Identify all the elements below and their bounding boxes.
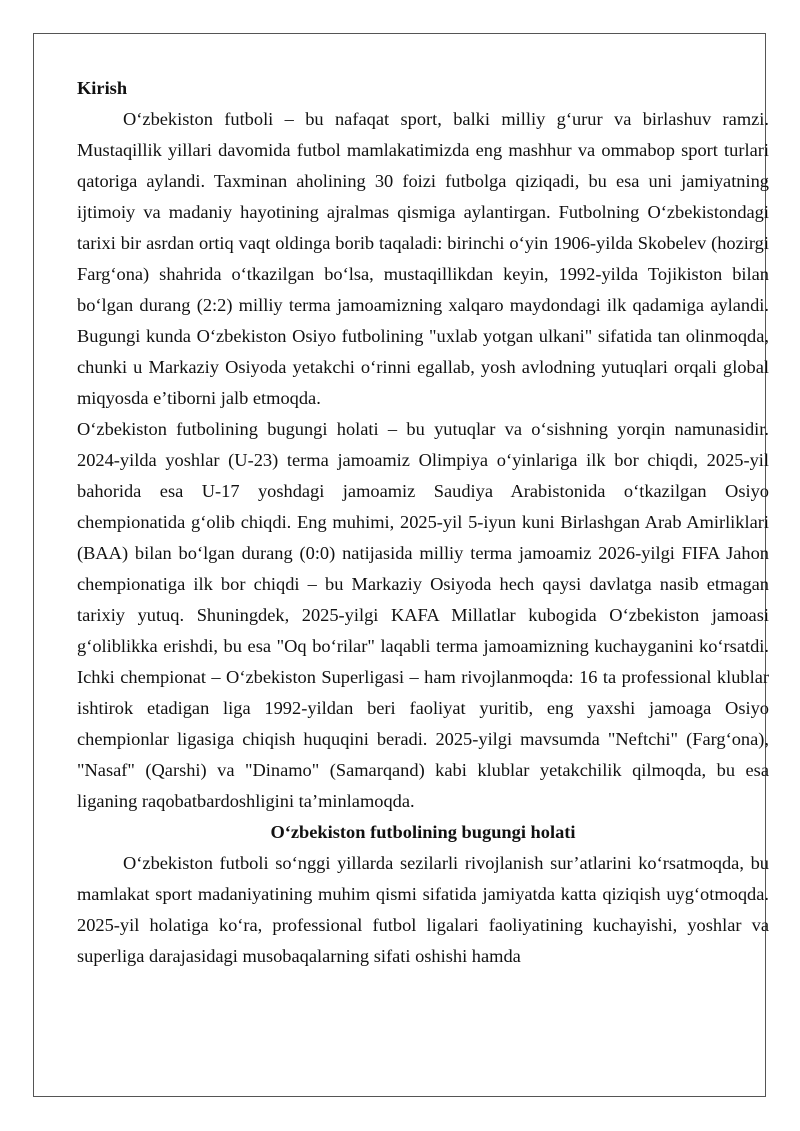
section-heading-kirish: Kirish	[77, 78, 128, 98]
paragraph-current-state: O‘zbekiston futbolining bugungi holati – bu yutuqlar va o‘sishning yorqin namunasidir. 2024-yilda yoshlar (U-23) terma jamoamiz Olimpiya o‘yinlariga ilk bor chiqdi, 2025-yil bahorida esa U-17 yoshdagi jamoamiz Saudiya Arabistonida o‘tkazilgan Osiyo chempionatida g‘olib chiqdi. Eng muhimi, 2025-yil 5-iyun kuni Birlashgan Arab Amirliklari (BAA) bilan bo‘lgan durang (0:0) natijasida milliy terma jamoamiz 2026-yilgi FIFA Jahon chempionatiga ilk bor chiqdi – bu Markaziy Osiyoda hech qaysi davlatga nasib etmagan tarixiy yutuq. Shuningdek, 2025-yilgi KAFA Millatlar kubogida O‘zbekiston jamoasi g‘oliblikka erishdi, bu esa "Oq bo‘rilar" laqabli terma jamoamizning kuchayganini ko‘rsatdi. Ichki chempionat – O‘zbekiston Superligasi – ham rivojlanmoqda: 16 ta professional klublar ishtirok etadigan liga 1992-yildan beri faoliyat yuritib, eng yaxshi jamoaga Osiyo chempionlar ligasiga chiqish huquqini beradi. 2025-yilgi mavsumda "Neftchi" (Farg‘ona), "Nasaf" (Qarshi) va "Dinamo" (Samarqand) kabi klublar yetakchilik qilmoqda, bu esa liganing raqobatbardoshligini ta’minlamoqda.	[77, 419, 769, 811]
section-heading-current-state: O‘zbekiston futbolining bugungi holati	[270, 822, 576, 842]
paragraph-development: O‘zbekiston futboli so‘nggi yillarda sezilarli rivojlanish sur’atlarini ko‘rsatmoqda, bu mamlakat sport madaniyatining muhim qismi sifatida jamiyatda katta qiziqish uyg‘otmoqda. 2025-yil holatiga ko‘ra, professional futbol ligalari faoliyatining kuchayishi, yoshlar va superliga darajasidagi musobaqalarning sifati oshishi hamda	[77, 853, 769, 966]
document-body	[77, 73, 769, 972]
paragraph-intro: O‘zbekiston futboli – bu nafaqat sport, balki milliy g‘urur va birlashuv ramzi. Mustaqillik yillari davomida futbol mamlakatimizda eng mashhur va ommabop sport turlari qatoriga aylandi. Taxminan aholining 30 foizi futbolga qiziqadi, bu esa uni jamiyatning ijtimoiy va madaniy hayotining ajralmas qismiga aylantirgan. Futbolning O‘zbekistondagi tarixi bir asrdan ortiq vaqt oldinga borib taqaladi: birinchi o‘yin 1906-yilda Skobelev (hozirgi Farg‘ona) shahrida o‘tkazilgan bo‘lsa, mustaqillikdan keyin, 1992-yilda Tojikiston bilan bo‘lgan durang (2:2) milliy terma jamoamizning xalqaro maydondagi ilk qadamiga aylandi. Bugungi kunda O‘zbekiston Osiyo futbolining "uxlab yotgan ulkani" sifatida tan olinmoqda, chunki u Markaziy Osiyoda yetakchi o‘rinni egallab, yosh avlodning yutuqlari orqali global miqyosda e’tiborni jalb etmoqda.	[77, 109, 769, 408]
